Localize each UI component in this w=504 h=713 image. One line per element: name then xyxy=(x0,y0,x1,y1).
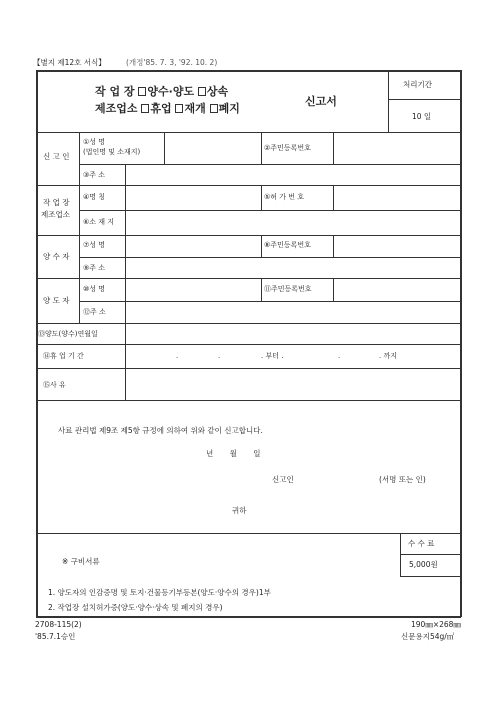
attachment-item-1: 1. 양도자의 인감증명 및 토지·건물등기부등본(양도·양수의 경우)1부 xyxy=(48,588,271,597)
report-title: 신고서 xyxy=(305,95,337,108)
transferee-name-label: ⑦성 명 xyxy=(83,241,106,249)
suspension-until: . 까지 xyxy=(379,352,397,360)
fee-label: 수 수 료 xyxy=(408,539,435,548)
footer-code: 2708-115(2) xyxy=(35,620,82,629)
reporter-name-sub: (법인명 및 소재지) xyxy=(83,148,141,156)
form-number: 【별지 제12호 서식】 xyxy=(33,58,106,67)
workplace-name-label: ④명 칭 xyxy=(83,193,106,201)
suspension-dot-3: . xyxy=(338,352,341,360)
checkbox-inherit[interactable] xyxy=(198,87,206,96)
suspension-from: . 부터 . xyxy=(261,352,284,360)
declaration-text: 사료 관리법 제9조 제5항 규정에 의하여 위와 같이 신고합니다. xyxy=(58,426,263,435)
transferor-rrn-label: ⑪주민등록번호 xyxy=(264,285,312,293)
transferor-addr-label: ⑫주 소 xyxy=(83,308,106,316)
section-workplace-2: 제조업소 xyxy=(41,210,70,219)
transferee-addr-label: ⑨주 소 xyxy=(83,264,106,272)
fee-value: 5,000원 xyxy=(409,560,438,569)
revision-note: (개정'85. 7. 3, '92. 10. 2) xyxy=(126,58,218,67)
reason-label: ⑮사 유 xyxy=(43,381,66,389)
attachments-title: ※ 구비서류 xyxy=(62,557,100,566)
processing-value: 10 일 xyxy=(412,112,432,121)
footer-approved: '85.7.1승인 xyxy=(35,632,76,641)
workplace-permit-label: ⑤허 가 번 호 xyxy=(264,193,304,201)
workplace-location-label: ⑥소 재 지 xyxy=(83,218,115,226)
checkbox-resume[interactable] xyxy=(175,104,183,113)
section-reporter: 신 고 인 xyxy=(43,152,70,161)
declaration-signer: 신고인 xyxy=(272,475,294,484)
declaration-date: 년 월 일 xyxy=(206,449,261,458)
reporter-addr-label: ③주 소 xyxy=(83,171,106,179)
suspension-label: ⑭휴 업 기 간 xyxy=(43,352,84,360)
checkbox-transfer[interactable] xyxy=(138,87,146,96)
reporter-name-label: ①성 명 xyxy=(83,138,106,146)
section-transferee: 양 수 자 xyxy=(43,252,70,261)
suspension-dot-1: . xyxy=(176,352,179,360)
footer-size: 190㎜×268㎜ xyxy=(411,620,461,629)
suspension-dot-2: . xyxy=(218,352,221,360)
transferee-rrn-label: ⑧주민등록번호 xyxy=(264,241,311,249)
section-workplace-1: 작 업 장 xyxy=(43,198,70,207)
declaration-addressee: 귀하 xyxy=(232,506,247,515)
checkbox-suspend[interactable] xyxy=(141,104,149,113)
title-line-2: 제조업소 휴업 재개 폐지 xyxy=(95,102,240,115)
checkbox-close[interactable] xyxy=(210,104,218,113)
declaration-sign-note: (서명 또는 인) xyxy=(379,475,426,484)
footer-paper: 신문용지54g/㎡ xyxy=(401,632,455,641)
processing-label: 처리기간 xyxy=(403,80,432,89)
title-line-1: 작 업 장 양수·양도 상속 xyxy=(95,85,229,98)
section-transferor: 양 도 자 xyxy=(43,296,70,305)
transfer-date-label: ⑬양도(양수)연월일 xyxy=(38,330,98,338)
transferor-name-label: ⑩성 명 xyxy=(83,285,106,293)
attachment-item-2: 2. 작업장 설치허가증(양도·양수·상속 및 폐지의 경우) xyxy=(48,603,223,612)
reporter-rrn-label: ②주민등록번호 xyxy=(264,144,311,152)
